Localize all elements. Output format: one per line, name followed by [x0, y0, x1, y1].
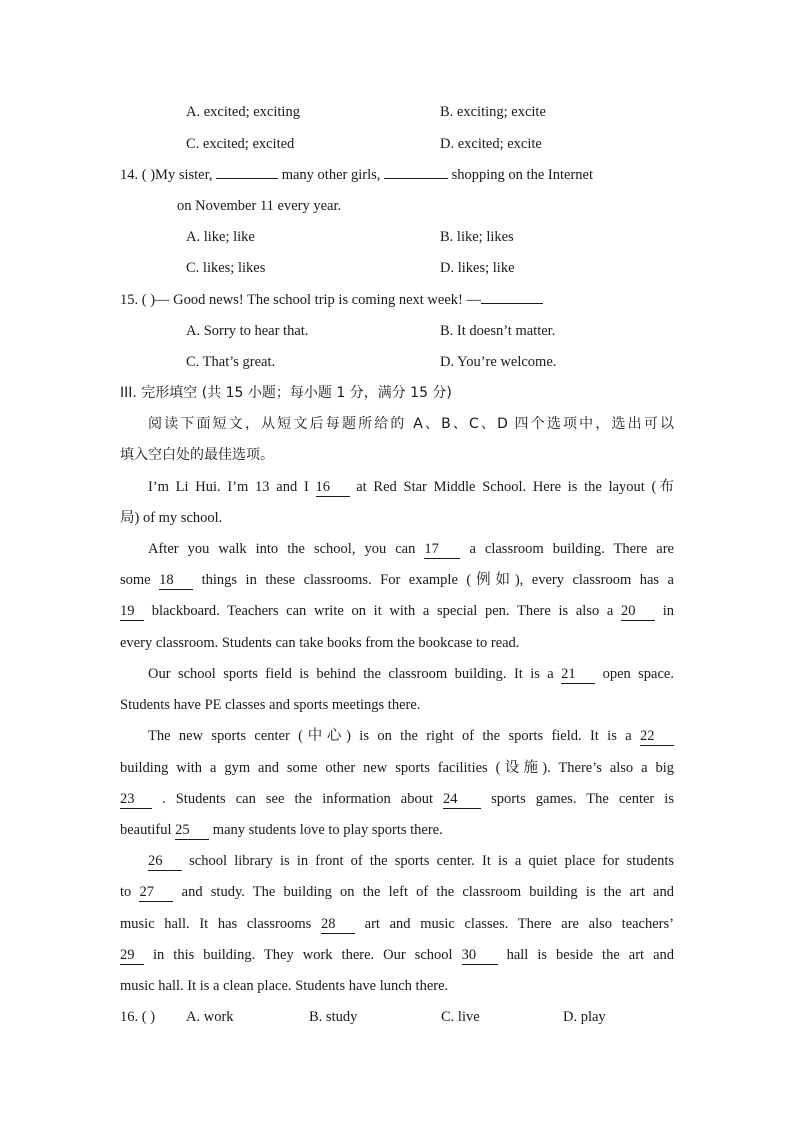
passage-text: music hall. It has classrooms: [120, 916, 321, 932]
q14-option-c: C. likes; likes: [186, 260, 266, 276]
passage-text: in this building. They work there. Our school: [144, 947, 462, 963]
passage-text: in: [655, 603, 675, 619]
q13-option-d: D. excited; excite: [440, 136, 542, 152]
q15-option-c: C. That’s great.: [186, 354, 276, 370]
passage-line-7: [148, 664, 674, 684]
passage-text: some: [120, 572, 160, 588]
passage-text: open space.: [595, 666, 674, 682]
blank-21[interactable]: 21: [561, 665, 595, 684]
passage-line-12: [120, 820, 674, 840]
blank-23[interactable]: 23: [120, 790, 152, 809]
passage-line-6: every classroom. Students can take books from the bookcase to read.: [120, 635, 520, 651]
passage-line-13: [148, 851, 674, 871]
q14-text-2: many other girls,: [278, 167, 385, 183]
section-heading: III. 完形填空 (共 15 小题；每小题 1 分，满分 15 分): [120, 385, 452, 401]
q14-option-d: D. likes; like: [440, 260, 515, 276]
passage-line-14: [120, 882, 674, 902]
blank-30[interactable]: 30: [462, 946, 498, 965]
passage-line-10: building with a gym and some other new sports facilities (设施). There’s also a big: [120, 760, 674, 776]
q15-option-d: D. You’re welcome.: [440, 354, 557, 370]
q13-option-c: C. excited; excited: [186, 136, 295, 152]
q15-option-a: A. Sorry to hear that.: [186, 323, 309, 339]
q13-option-a: A. excited; exciting: [186, 104, 300, 120]
passage-line-1: [148, 477, 674, 497]
passage-text: beautiful: [120, 822, 176, 838]
q13-option-b: B. exciting; excite: [440, 104, 546, 120]
blank-20[interactable]: 20: [621, 602, 655, 621]
passage-line-5: [120, 601, 674, 621]
q15-option-b: B. It doesn’t matter.: [440, 323, 556, 339]
passage-text: and study. The building on the left of the classroom building is the art and: [173, 884, 674, 900]
section-instruction-line-1: 阅读下面短文，从短文后每题所给的 A、B、C、D 四个选项中，选出可以: [148, 416, 674, 432]
q16-option-a: A. work: [186, 1009, 234, 1025]
blank-25[interactable]: 25: [175, 821, 209, 840]
q15-answer-blank[interactable]: [481, 303, 543, 304]
blank-17[interactable]: 17: [424, 540, 460, 559]
blank-24[interactable]: 24: [443, 790, 481, 809]
q16-option-c: C. live: [441, 1009, 480, 1025]
passage-text: at Red Star Middle School. Here is the layout (布: [349, 479, 674, 495]
passage-line-17: music hall. It is a clean place. Students have lunch there.: [120, 978, 449, 994]
q16-number: 16. ( ): [120, 1009, 156, 1025]
passage-text: sports games. The center is: [481, 791, 674, 807]
passage-line-4: [120, 570, 674, 590]
q14-blank-2[interactable]: [384, 178, 448, 179]
passage-text: blackboard. Teachers can write on it with a special pen. There is also a: [144, 603, 622, 619]
q14-text-3: shopping on the Internet: [448, 167, 593, 183]
q15-question: [120, 290, 543, 310]
q14-option-b: B. like; likes: [440, 229, 514, 245]
q14-continuation: on November 11 every year.: [177, 198, 342, 214]
passage-text: The new sports center (中心) is on the right of the sports field. It is a: [148, 728, 640, 744]
passage-text: After you walk into the school, you can: [148, 541, 425, 557]
passage-text: things in these classrooms. For example (例如), every classroom has a: [193, 572, 674, 588]
passage-line-9: [148, 726, 674, 746]
passage-line-16: [120, 945, 674, 965]
passage-line-2: 局) of my school.: [120, 510, 223, 526]
q16-option-d: D. play: [563, 1009, 606, 1025]
passage-text: many students love to play sports there.: [209, 822, 443, 838]
q14-blank-1[interactable]: [216, 178, 278, 179]
section-instruction-line-2: 填入空白处的最佳选项。: [120, 447, 274, 463]
passage-text: Our school sports field is behind the classroom building. It is a: [148, 666, 562, 682]
blank-28[interactable]: 28: [321, 915, 355, 934]
passage-text: hall is beside the art and: [497, 947, 675, 963]
q14-option-a: A. like; like: [186, 229, 255, 245]
blank-27[interactable]: 27: [139, 883, 173, 902]
blank-29[interactable]: 29: [120, 946, 144, 965]
blank-19[interactable]: 19: [120, 602, 144, 621]
passage-line-15: [120, 914, 674, 934]
passage-text: to: [120, 884, 140, 900]
q14-question: [120, 165, 593, 185]
q14-number: 14. ( ): [120, 167, 156, 183]
passage-text: . Students can see the information about: [152, 791, 444, 807]
passage-text: school library is in front of the sports center. It is a quiet place for students: [182, 853, 674, 869]
q15-number: 15. ( ): [120, 292, 156, 308]
passage-line-8: Students have PE classes and sports meetings there.: [120, 697, 421, 713]
q15-text: — Good news! The school trip is coming next week! —: [155, 292, 481, 308]
q14-text-1: My sister,: [155, 167, 217, 183]
blank-22[interactable]: 22: [640, 727, 674, 746]
passage-text: I’m Li Hui. I’m 13 and I: [148, 479, 316, 495]
blank-16[interactable]: 16: [316, 478, 350, 497]
passage-line-11: [120, 789, 674, 809]
passage-text: a classroom building. There are: [460, 541, 674, 557]
passage-line-3: [148, 539, 674, 559]
blank-26[interactable]: 26: [148, 852, 182, 871]
q16-option-b: B. study: [309, 1009, 358, 1025]
blank-18[interactable]: 18: [159, 571, 193, 590]
passage-text: art and music classes. There are also teachers’: [354, 916, 674, 932]
